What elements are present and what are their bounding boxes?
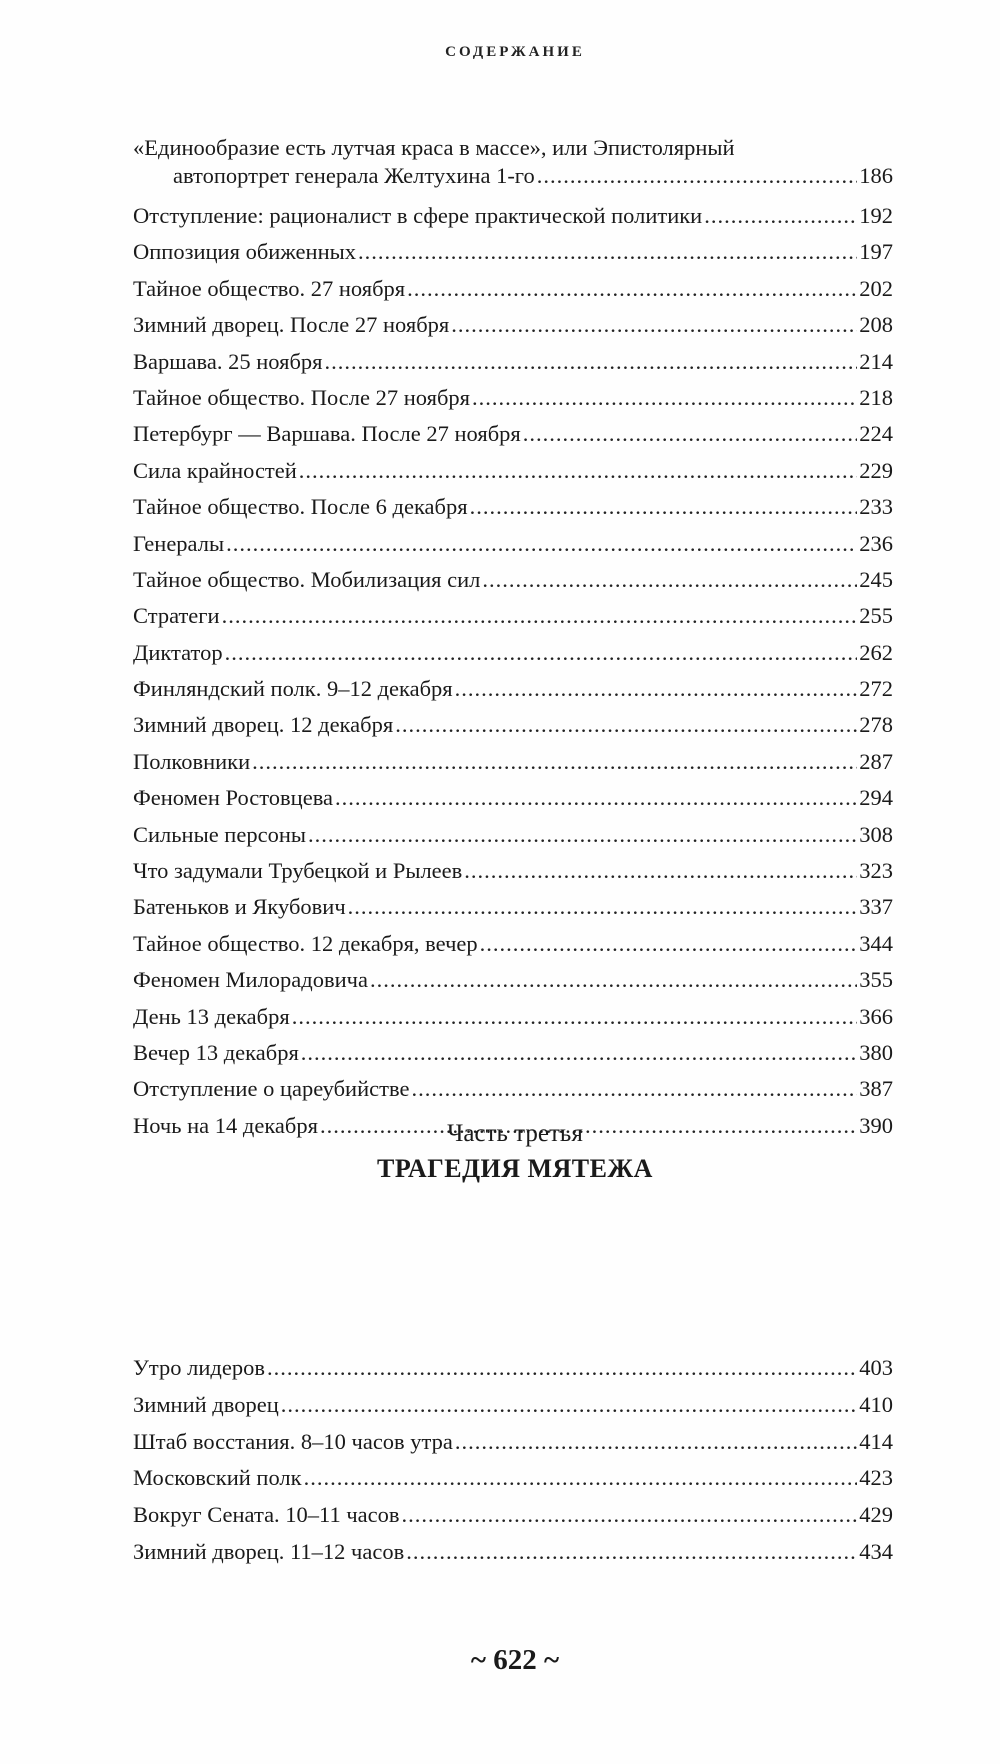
- dot-leader: [304, 1460, 858, 1497]
- dot-leader: [704, 198, 857, 234]
- toc-entry-title: День 13 декабря: [133, 1003, 290, 1029]
- dot-leader: [402, 1497, 858, 1534]
- dot-leader: [267, 1350, 857, 1387]
- toc-entry: [133, 198, 893, 234]
- toc-entry-title-line1: «Единообразие есть лутчая краса в массе», или Эпистолярный: [133, 135, 735, 160]
- toc-entry: [133, 380, 893, 416]
- toc-entry: [133, 1035, 893, 1071]
- dot-leader: [455, 1424, 857, 1461]
- toc-entry: [133, 635, 893, 671]
- toc-entry-page: 294: [859, 785, 893, 811]
- dot-leader: [523, 416, 857, 452]
- toc-entry-title: Финляндский полк. 9–12 декабря: [133, 676, 453, 702]
- toc-entry-page: 208: [859, 312, 893, 338]
- dot-leader: [464, 853, 857, 889]
- toc-entry-title: Штаб восстания. 8–10 часов утра: [133, 1428, 453, 1454]
- toc-entry: [133, 453, 893, 489]
- toc-entry-title: Сила крайностей: [133, 457, 297, 483]
- toc-entry: [133, 889, 893, 925]
- dot-leader: [472, 380, 857, 416]
- toc-entry-page: 344: [859, 930, 893, 956]
- toc-entry: [133, 1071, 893, 1107]
- toc-entry-page: 197: [859, 239, 893, 265]
- dot-leader: [335, 780, 857, 816]
- toc-entry-title-line2: автопортрет генерала Желтухина 1-го: [173, 163, 535, 188]
- toc-entry-title: Тайное общество. 12 декабря, вечер: [133, 930, 478, 956]
- toc-entry-page: 410: [859, 1391, 893, 1417]
- toc-entry: [133, 526, 893, 562]
- toc-entry: [133, 817, 893, 853]
- toc-entry: [133, 307, 893, 343]
- dot-leader: [226, 526, 857, 562]
- dot-leader: [252, 744, 857, 780]
- toc-entry: [133, 271, 893, 307]
- toc-entry-title: Тайное общество. 27 ноября: [133, 275, 406, 301]
- part-label: Часть третья: [447, 1120, 583, 1147]
- toc-entry: [133, 1460, 893, 1497]
- part-title: ТРАГЕДИЯ МЯТЕЖА: [377, 1154, 653, 1183]
- dot-leader: [537, 162, 858, 190]
- toc-entry-title: Варшава. 25 ноября: [133, 348, 323, 374]
- toc-entry-title: Тайное общество. После 27 ноября: [133, 384, 471, 410]
- toc-entry-title: Сильные персоны: [133, 821, 306, 847]
- dot-leader: [395, 707, 857, 743]
- toc-entry-page: 255: [859, 603, 893, 629]
- toc-entry: [133, 1424, 893, 1461]
- toc-entry-page: 192: [859, 203, 893, 228]
- toc-entry: [133, 671, 893, 707]
- dot-leader: [225, 635, 858, 671]
- dot-leader: [370, 962, 857, 998]
- toc-entry-title: Зимний дворец. 11–12 часов: [133, 1538, 405, 1564]
- toc-entry: [133, 744, 893, 780]
- toc-entry-title: Московский полк: [133, 1465, 302, 1491]
- toc-list-part-three: [133, 1350, 893, 1571]
- part-heading: [0, 1117, 1000, 1187]
- dot-leader: [482, 562, 857, 598]
- dot-leader: [348, 889, 858, 925]
- toc-entry-page: 278: [859, 712, 893, 738]
- toc-entry: [133, 416, 893, 452]
- toc-entry-title: Зимний дворец. После 27 ноября: [133, 312, 450, 338]
- toc-entry-title: Феномен Ростовцева: [133, 785, 334, 811]
- toc-entry-page: 429: [859, 1502, 893, 1528]
- toc-entry: [133, 562, 893, 598]
- dot-leader: [406, 1534, 857, 1571]
- dot-leader: [451, 307, 857, 343]
- toc-entry-page: 229: [859, 457, 893, 483]
- dot-leader: [301, 1035, 857, 1071]
- toc-entry: [133, 853, 893, 889]
- toc-entry-title: Тайное общество. Мобилизация сил: [133, 566, 481, 592]
- toc-entry-page: 224: [859, 421, 893, 447]
- toc-entry: [133, 134, 893, 190]
- toc-entry-title: Тайное общество. После 6 декабря: [133, 494, 468, 520]
- toc-entry: [133, 1387, 893, 1424]
- dot-leader: [325, 344, 858, 380]
- dot-leader: [480, 926, 858, 962]
- toc-entry-page: 390: [859, 1112, 893, 1138]
- toc-entry-title: Что задумали Трубецкой и Рылеев: [133, 858, 463, 884]
- dot-leader: [455, 671, 858, 707]
- dot-leader: [292, 999, 858, 1035]
- toc-entry-title: Отступление: рационалист в сфере практической политики: [133, 203, 703, 228]
- toc-entry-page: 434: [859, 1538, 893, 1564]
- toc-entry-page: 202: [859, 275, 893, 301]
- toc-entry: [133, 598, 893, 634]
- toc-entry-page: 414: [859, 1428, 893, 1454]
- toc-entry: [133, 1350, 893, 1387]
- dot-leader: [281, 1387, 858, 1424]
- toc-entry-title: Вокруг Сената. 10–11 часов: [133, 1502, 400, 1528]
- toc-entry: [133, 1497, 893, 1534]
- dot-leader: [299, 453, 857, 489]
- toc-entry-page: 308: [859, 821, 893, 847]
- toc-entry-page: 272: [859, 676, 893, 702]
- toc-entry-page: 218: [859, 384, 893, 410]
- toc-entry-page: 245: [859, 566, 893, 592]
- page-number: ~ 622 ~: [470, 1644, 560, 1676]
- dot-leader: [407, 271, 857, 307]
- toc-entry-title: Полковники: [133, 748, 251, 774]
- toc-entry-title: Ночь на 14 декабря: [133, 1112, 318, 1138]
- toc-entry: [133, 780, 893, 816]
- toc-entry-page: 337: [859, 894, 893, 920]
- toc-entry: [133, 1534, 893, 1571]
- toc-entry-title: Диктатор: [133, 639, 223, 665]
- toc-entry-page: 323: [859, 858, 893, 884]
- toc-entry-page: 262: [859, 639, 893, 665]
- toc-entry-title: Феномен Милорадовича: [133, 967, 368, 993]
- toc-entry-title: Оппозиция обиженных: [133, 239, 356, 265]
- dot-leader: [358, 234, 857, 270]
- toc-entry: [133, 999, 893, 1035]
- toc-entry: [133, 926, 893, 962]
- toc-entry-page: 355: [859, 967, 893, 993]
- toc-entry-title: Вечер 13 декабря: [133, 1039, 299, 1065]
- toc-entry-title: Отступление о цареубийстве: [133, 1076, 410, 1102]
- dot-leader: [308, 817, 857, 853]
- toc-entry-page: 233: [859, 494, 893, 520]
- toc-entry: [133, 234, 893, 270]
- toc-entry-page: 403: [859, 1355, 893, 1380]
- toc-entry-title: Петербург — Варшава. После 27 ноября: [133, 421, 521, 447]
- dot-leader: [411, 1071, 857, 1107]
- toc-entry-title: Утро лидеров: [133, 1355, 265, 1380]
- toc-entry-page: 380: [859, 1039, 893, 1065]
- toc-entry-title: Батеньков и Якубович: [133, 894, 346, 920]
- toc-entry: [133, 489, 893, 525]
- running-head: СОДЕРЖАНИЕ: [445, 44, 585, 60]
- toc-entry-title: Зимний дворец: [133, 1391, 279, 1417]
- dot-leader: [470, 489, 858, 525]
- toc-entry-title: Зимний дворец. 12 декабря: [133, 712, 394, 738]
- dot-leader: [222, 598, 858, 634]
- toc-entry-page: 387: [859, 1076, 893, 1102]
- toc-entry-page: 287: [859, 748, 893, 774]
- toc-entry: [133, 962, 893, 998]
- toc-entry: [133, 344, 893, 380]
- toc-entry: [133, 707, 893, 743]
- toc-entry-page: 366: [859, 1003, 893, 1029]
- toc-list: [133, 134, 893, 1144]
- toc-entry-page: 214: [859, 348, 893, 374]
- toc-entry-page: 236: [859, 530, 893, 556]
- toc-entry-page: 186: [859, 163, 893, 188]
- toc-entry-title: Генералы: [133, 530, 225, 556]
- toc-entry-title: Стратеги: [133, 603, 220, 629]
- toc-entry-page: 423: [859, 1465, 893, 1491]
